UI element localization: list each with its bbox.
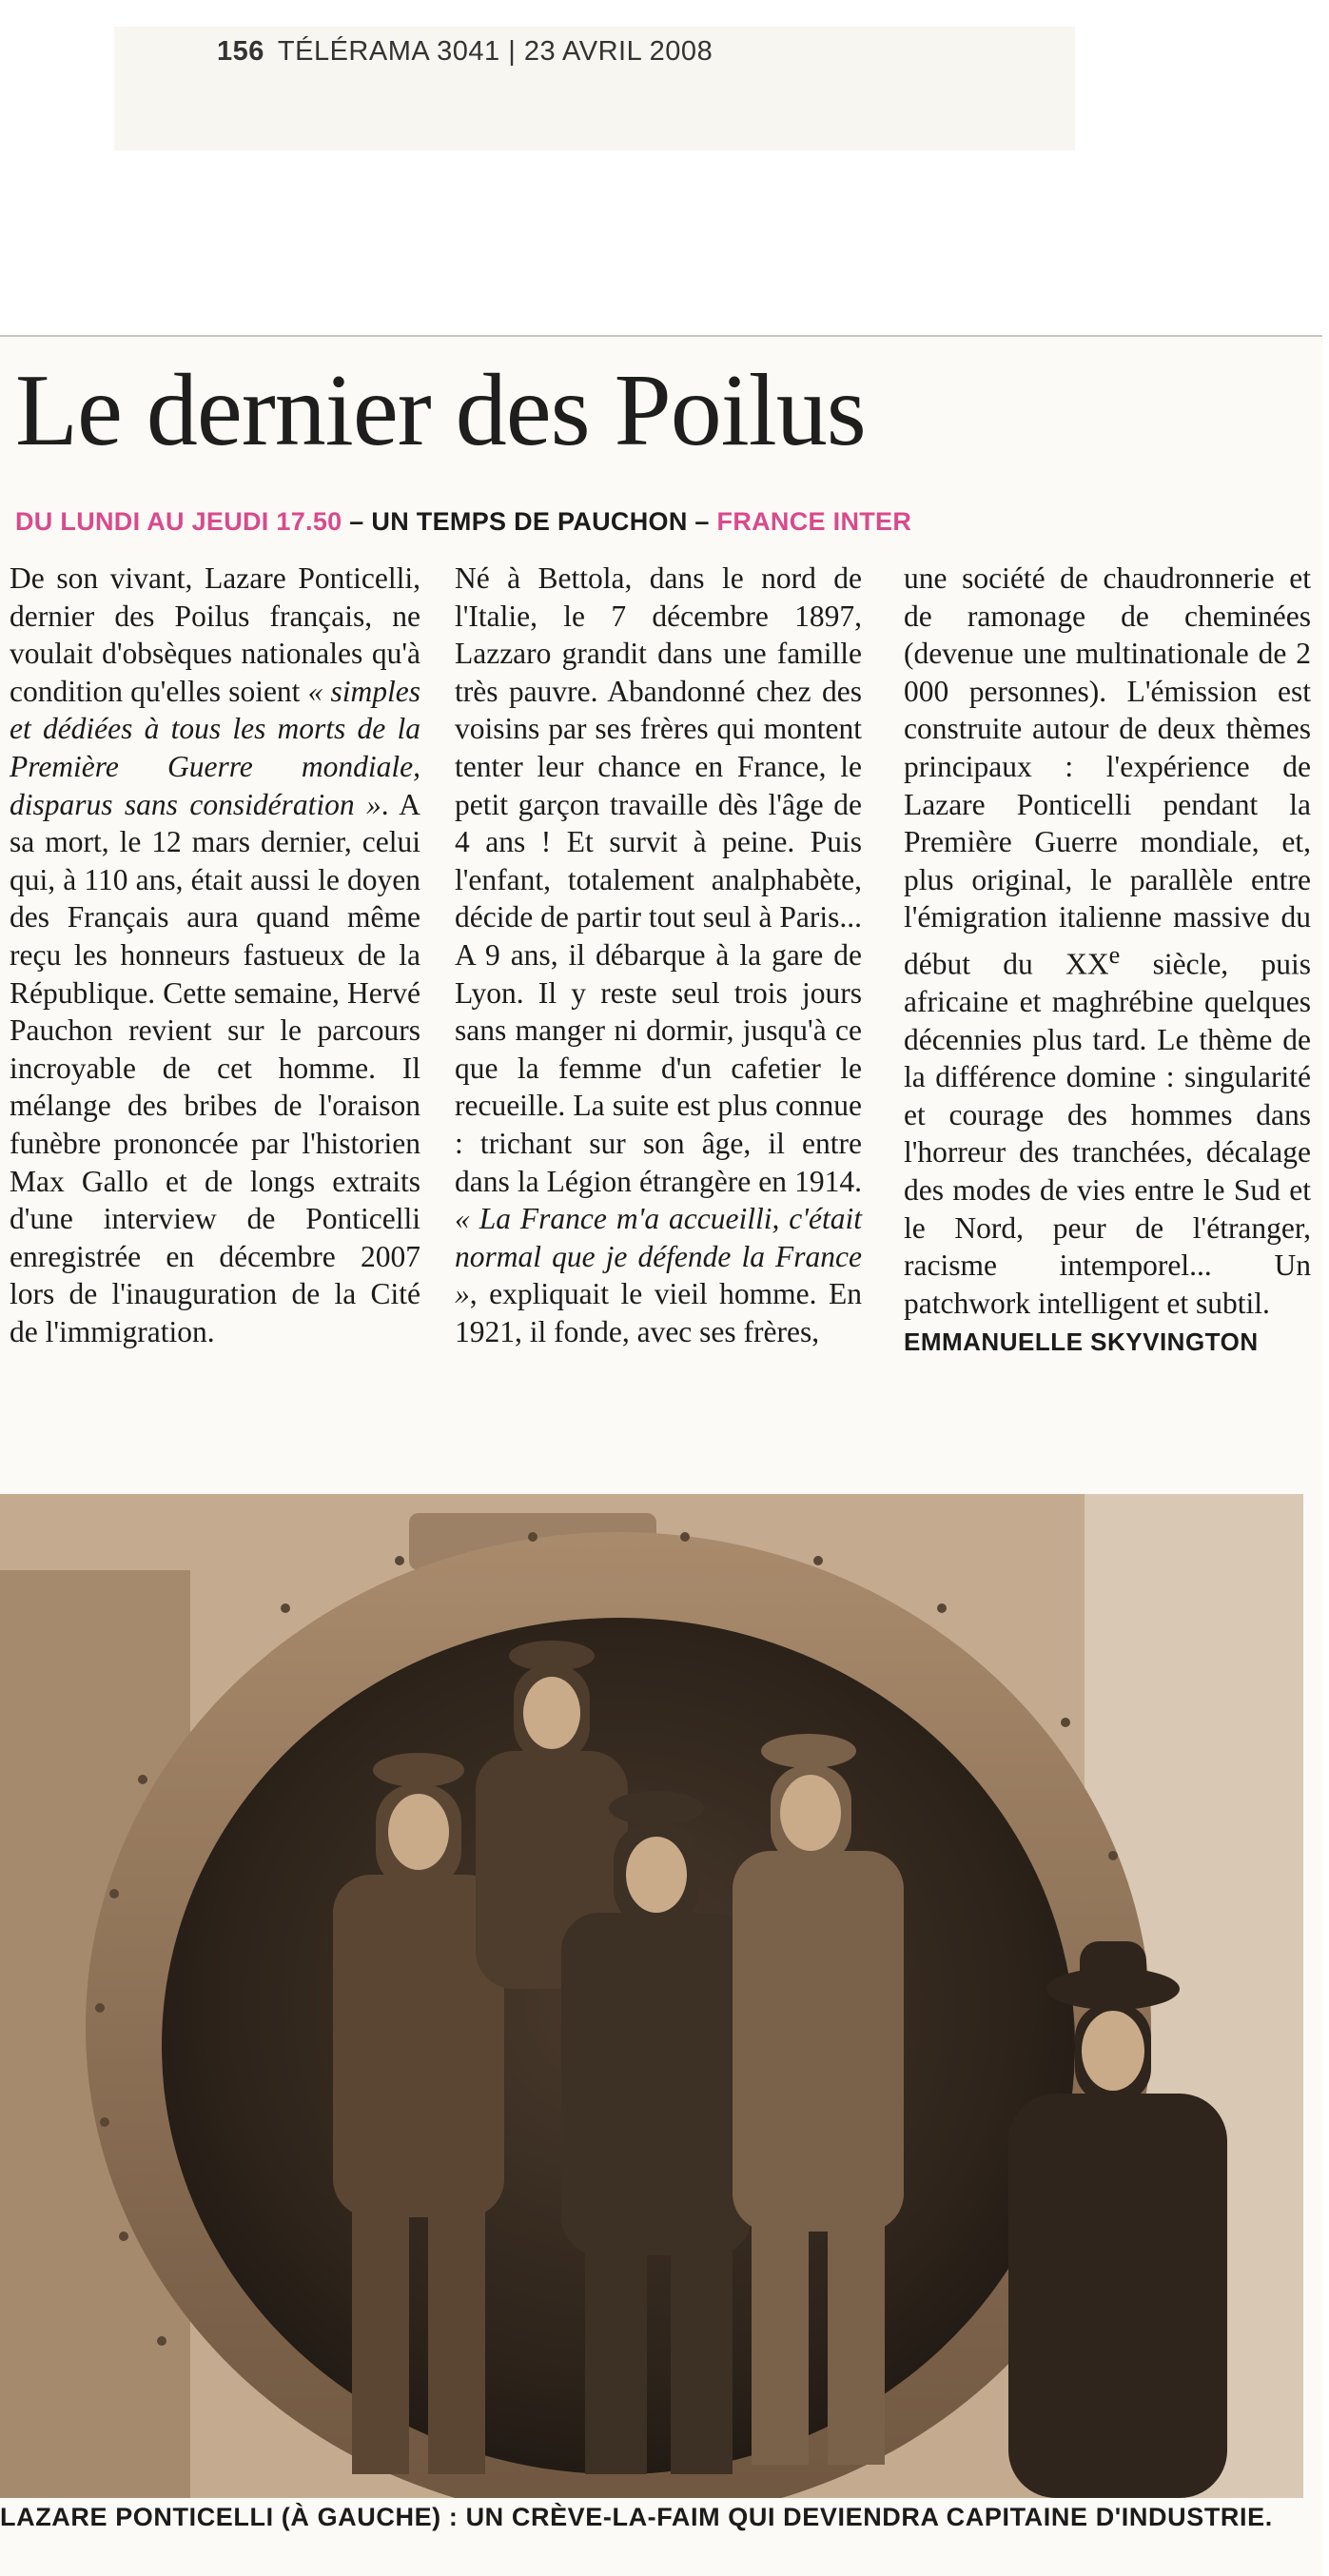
paragraph [904, 560, 1311, 1322]
photo-illustration [0, 1494, 1303, 2498]
paragraph-text: . A sa mort, le 12 mars dernier, celui qui, à 110 ans, était aussi le doyen des Français aura quand même reçu les honneurs fastueux de la République. Cette semaine, Hervé Pauchon revient sur le parcours incroyable de cet homme. Il mélange des bribes de l'oraison funèbre prononcée par l'historien Max Gallo et de longs extraits d'une interview de Ponticelli enregistrée en décembre 2007 lors de l'inauguration de la Cité de l'immigration. [10, 787, 420, 1348]
paragraph [455, 560, 862, 1350]
superscript: e [1108, 940, 1121, 969]
article-column-3 [904, 560, 1311, 1362]
paragraph-text: De son vivant, Lazare Ponticelli, dernier des Poilus français, ne voulait d'obsèques nationales qu'à condition qu'elles soient [10, 561, 420, 708]
quote: « simples et dédiées à tous les morts de la Première Guerre mondiale, disparus sans considération » [10, 674, 420, 821]
paragraph [10, 560, 420, 1350]
kicker-program: UN TEMPS DE PAUCHON [371, 507, 688, 536]
quote: « La France m'a accueilli, c'était normal que je défende la France » [455, 1202, 862, 1311]
page-number: 156 [217, 36, 264, 67]
paragraph-text: Né à Bettola, dans le nord de l'Italie, le 7 décembre 1897, Lazzaro grandit dans une famille très pauvre. Abandonné chez des voisins par ses frères qui montent tenter leur chance en France, le petit garçon travaille dès l'âge de 4 ans ! Et survit à peine. Puis l'enfant, totalement analphabète, décide de partir tout seul à Paris... A 9 ans, il débarque à la gare de Lyon. Il y reste seul trois jours sans manger ni dormir, jusqu'à ce que la femme d'un cafetier le recueille. La suite est plus connue : trichant sur son âge, il entre dans la Légion étrangère en 1914. [455, 561, 862, 1198]
paragraph-text: siècle, puis africaine et maghrébine quelques décennies plus tard. Le thème de la différence domine : singularité et courage des hommes dans l'horreur des tranchées, décalage des modes de vies entre le Sud et le Nord, peur de l'étranger, racisme intemporel... Un patchwork intelligent et subtil. [904, 947, 1312, 1320]
kicker-separator: – [342, 507, 372, 536]
article-kicker [15, 507, 911, 537]
article-column-1 [10, 560, 420, 1350]
kicker-station: FRANCE INTER [716, 507, 912, 536]
publication-info: TÉLÉRAMA 3041 | 23 AVRIL 2008 [277, 36, 713, 67]
article-title: Le dernier des Poilus [15, 354, 866, 467]
photo-caption: LAZARE PONTICELLI (À GAUCHE) : UN CRÈVE-LA-FAIM QUI DEVIENDRA CAPITAINE D'INDUSTRIE. [0, 2503, 1273, 2531]
article-photo [0, 1494, 1303, 2498]
paragraph-text: une société de chaudronnerie et de ramonage de cheminées (devenue une multinationale de 2 000 personnes). L'émission est construite autour de deux thèmes principaux : l'expérience de Lazare Ponticelli pendant la Première Guerre mondiale, et, plus original, le parallèle entre l'émigration italienne massive du début du XX [904, 561, 1311, 981]
article-column-2 [455, 560, 862, 1350]
running-head [217, 36, 713, 68]
kicker-schedule: DU LUNDI AU JEUDI 17.50 [15, 507, 342, 536]
paragraph-text: , expliquait le vieil homme. En 1921, il fonde, avec ses frères, [455, 1277, 862, 1348]
kicker-separator: – [687, 507, 717, 536]
author-byline: EMMANUELLE SKYVINGTON [904, 1327, 1259, 1357]
